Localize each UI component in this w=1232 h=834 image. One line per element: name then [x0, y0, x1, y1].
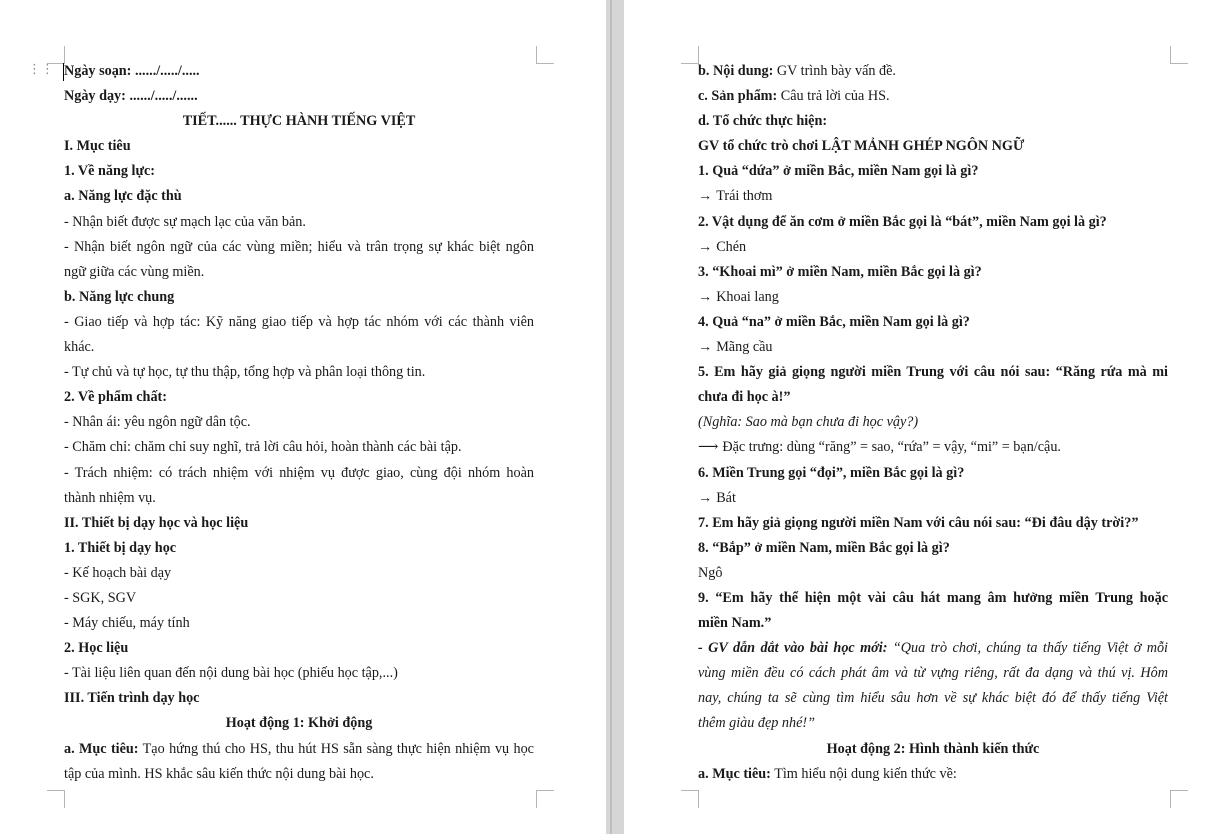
- answer-line: ⟶ Đặc trưng: dùng “răng” = sao, “rứa” = vậy, “mi” = bạn/cậu.: [698, 439, 1061, 456]
- margin-corner-mark: [681, 790, 699, 808]
- subsection-heading: a. Năng lực đặc thù: [64, 188, 182, 205]
- game-title: GV tổ chức trò chơi LẬT MẢNH GHÉP NGÔN NGỮ: [698, 138, 1025, 155]
- paragraph-line: c. Sản phẩm: Câu trả lời của HS.: [698, 88, 890, 105]
- arrow-right-icon: →: [698, 288, 713, 305]
- margin-corner-mark: [1170, 46, 1188, 64]
- question-line: 5. Em hãy giả giọng người miền Trung với câu nói sau: “Răng rứa mà mi: [698, 364, 1168, 381]
- note-line: (Nghĩa: Sao mà bạn chưa đi học vậy?): [698, 414, 919, 431]
- activity-heading: Hoạt động 2: Hình thành kiến thức: [826, 740, 1040, 757]
- paragraph-line: - Chăm chỉ: chăm chỉ suy nghĩ, trả lời câu hỏi, hoàn thành các bài tập.: [64, 439, 462, 456]
- question-line: 9. “Em hãy thể hiện một vài câu hát mang âm hưởng miền Trung hoặc: [698, 589, 1168, 606]
- prep-date-line: Ngày soạn: ....../...../.....: [64, 63, 200, 79]
- paragraph-line: b. Nội dung: GV trình bày vấn đề.: [698, 63, 896, 79]
- paragraph-line: thành nhiệm vụ.: [64, 489, 156, 506]
- long-arrow-right-icon: ⟶: [698, 439, 719, 456]
- section-heading: III. Tiến trình dạy học: [64, 690, 200, 707]
- question-line: chưa đi học à!”: [698, 389, 791, 406]
- margin-corner-mark: [681, 46, 699, 64]
- paragraph-line: - Nhân ái: yêu ngôn ngữ dân tộc.: [64, 414, 251, 431]
- subsection-heading: 1. Thiết bị dạy học: [64, 539, 177, 556]
- subsection-heading: b. Năng lực chung: [64, 288, 175, 305]
- paragraph-line: nay, chúng ta sẽ cùng tìm hiểu sâu hơn về sự khác biệt đó để thấy tiếng Việt: [698, 690, 1168, 707]
- question-line: miền Nam.”: [698, 615, 772, 632]
- document-page-right: [624, 0, 1232, 834]
- paragraph-line: vùng miền đều có cách phát âm và từ vựng riêng, rất đa dạng và thú vị. Hôm: [698, 665, 1168, 682]
- right-page-text[interactable]: [698, 59, 1168, 787]
- answer-line: Ngô: [698, 564, 723, 581]
- subsection-heading: 1. Về năng lực:: [64, 163, 156, 180]
- paragraph-line: - Tự chủ và tự học, tự thu thập, tổng hợp và phân loại thông tin.: [64, 364, 426, 381]
- paragraph-line: - Kế hoạch bài dạy: [64, 564, 172, 581]
- arrow-right-icon: →: [698, 238, 713, 255]
- question-line: 2. Vật dụng để ăn cơm ở miền Bắc gọi là “bát”, miền Nam gọi là gì?: [698, 213, 1107, 230]
- subsection-heading: 2. Về phẩm chất:: [64, 389, 167, 406]
- left-page-text[interactable]: [64, 59, 534, 787]
- paragraph-line: khác.: [64, 339, 95, 356]
- paragraph-line: - Tài liệu liên quan đến nội dung bài học (phiếu học tập,...): [64, 665, 398, 682]
- paragraph-line: - GV dẫn dắt vào bài học mới: “Qua trò chơi, chúng ta thấy tiếng Việt ở mỗi: [698, 640, 1168, 657]
- paragraph-line: - Trách nhiệm: có trách nhiệm với nhiệm vụ được giao, cùng đội nhóm hoàn: [64, 464, 534, 481]
- question-line: 3. “Khoai mì” ở miền Nam, miền Bắc gọi là gì?: [698, 263, 982, 280]
- arrow-right-icon: →: [698, 188, 713, 205]
- paragraph-line: - SGK, SGV: [64, 589, 137, 606]
- subsection-heading: d. Tổ chức thực hiện:: [698, 113, 828, 130]
- paragraph-line: thêm giàu đẹp nhé!”: [698, 715, 816, 732]
- paragraph-line: ngữ giữa các vùng miền.: [64, 263, 205, 280]
- answer-line: → Trái thơm: [698, 188, 773, 205]
- teach-date-line: Ngày dạy: ....../...../......: [64, 88, 198, 105]
- paragraph-line: - Giao tiếp và hợp tác: Kỹ năng giao tiếp và hợp tác nhóm với các thành viên: [64, 313, 534, 330]
- answer-line: → Khoai lang: [698, 288, 779, 305]
- question-line: 4. Quả “na” ở miền Bắc, miền Nam gọi là gì?: [698, 313, 970, 330]
- document-page-left: [0, 0, 606, 834]
- paragraph-line: a. Mục tiêu: Tìm hiểu nội dung kiến thức về:: [698, 765, 957, 782]
- margin-corner-mark: [536, 46, 554, 64]
- section-heading: I. Mục tiêu: [64, 138, 131, 155]
- paragraph-line: a. Mục tiêu: Tạo hứng thú cho HS, thu hút HS sẵn sàng thực hiện nhiệm vụ học: [64, 740, 534, 757]
- table-move-handle-icon[interactable]: ⋮⋮: [28, 62, 54, 77]
- paragraph-line: - Nhận biết được sự mạch lạc của văn bản.: [64, 213, 306, 230]
- subsection-heading: 2. Học liệu: [64, 640, 129, 657]
- arrow-right-icon: →: [698, 339, 713, 356]
- margin-corner-mark: [1170, 790, 1188, 808]
- answer-line: → Chén: [698, 238, 747, 255]
- margin-corner-mark: [536, 790, 554, 808]
- arrow-right-icon: →: [698, 489, 713, 506]
- margin-corner-mark: [47, 790, 65, 808]
- paragraph-line: - Máy chiếu, máy tính: [64, 615, 190, 632]
- lesson-title: TIẾT...... THỰC HÀNH TIẾNG VIỆT: [182, 113, 416, 130]
- question-line: 1. Quả “dứa” ở miền Bắc, miền Nam gọi là gì?: [698, 163, 979, 180]
- section-heading: II. Thiết bị dạy học và học liệu: [64, 514, 249, 531]
- question-line: 8. “Bắp” ở miền Nam, miền Bắc gọi là gì?: [698, 539, 950, 556]
- page-gutter: [606, 0, 624, 834]
- paragraph-line: tập của mình. HS khắc sâu kiến thức nội dung bài học.: [64, 765, 374, 782]
- question-line: 7. Em hãy giả giọng người miền Nam với câu nói sau: “Đi đâu dậy trời?”: [698, 514, 1139, 531]
- question-line: 6. Miền Trung gọi “đọi”, miền Bắc gọi là gì?: [698, 464, 965, 481]
- answer-line: → Mãng cầu: [698, 339, 773, 356]
- answer-line: → Bát: [698, 489, 736, 506]
- paragraph-line: - Nhận biết ngôn ngữ của các vùng miền; hiểu và trân trọng sự khác biệt ngôn: [64, 238, 534, 255]
- activity-heading: Hoạt động 1: Khởi động: [225, 715, 373, 732]
